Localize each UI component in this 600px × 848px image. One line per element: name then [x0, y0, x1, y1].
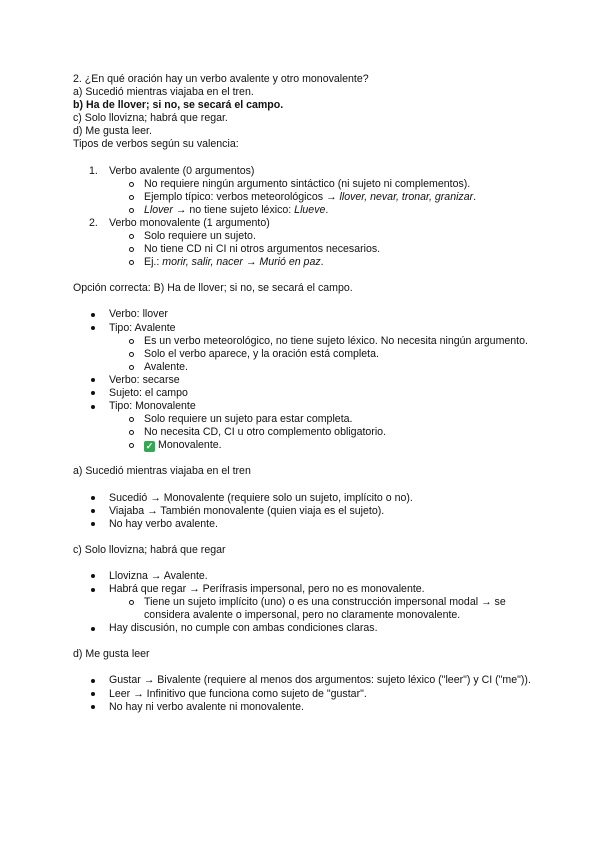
list-item: Sucedió → Monovalente (requiere solo un sujeto, implícito o no). [73, 492, 532, 505]
list-item: Tipo: Avalente Es un verbo meteorológico, no tiene sujeto léxico. No necesita ningún argumento. Solo el verbo aparece, y la oración está completa. Avalente. [73, 322, 532, 374]
type-label: Verbo monovalente (1 argumento) [109, 216, 270, 229]
analysis-a-heading: a) Sucedió mientras viajaba en el tren [73, 465, 251, 478]
answer-intro: Opción correcta: B) Ha de llover; si no, se secará el campo. [73, 282, 353, 295]
types-heading: Tipos de verbos según su valencia: [73, 138, 239, 151]
list-item: No requiere ningún argumento sintáctico (ni sujeto ni complementos). [73, 178, 532, 191]
option-d: d) Me gusta leer. [73, 125, 152, 138]
list-item: Tiene un sujeto implícito (uno) o es una construcción impersonal modal → se considera avalente o impersonal, pero no claramente monovalente. [73, 596, 532, 622]
list-item: Habrá que regar → Perífrasis impersonal, pero no es monovalente. Tiene un sujeto implícito (uno) o es una construcción impersonal modal → se considera avalente o impersonal, pero no claramente monovalente. [73, 583, 532, 622]
type-label: Verbo avalente (0 argumentos) [109, 164, 255, 177]
list-item: Leer → Infinitivo que funciona como sujeto de "gustar". [73, 688, 532, 701]
list-item: Solo requiere un sujeto para estar completa. [73, 413, 532, 426]
analysis-a-list [73, 492, 532, 531]
list-item: No tiene CD ni CI ni otros argumentos necesarios. [73, 243, 532, 256]
list-item: Hay discusión, no cumple con ambas condiciones claras. [73, 622, 532, 635]
list-item: Ej.: morir, salir, nacer → Murió en paz. [73, 256, 532, 269]
list-item: Es un verbo meteorológico, no tiene sujeto léxico. No necesita ningún argumento. [73, 335, 532, 348]
checkmark-icon: ✓ [145, 441, 154, 452]
analysis-d-heading: d) Me gusta leer [73, 648, 150, 661]
list-number: 2. [89, 216, 98, 229]
answer-list [73, 308, 532, 452]
list-item: No necesita CD, CI u otro complemento obligatorio. [73, 426, 532, 439]
list-item: Avalente. [73, 361, 532, 374]
list-number: 1. [89, 164, 98, 177]
list-item: Sujeto: el campo [73, 387, 532, 400]
list-item: Verbo: secarse [73, 374, 532, 387]
option-b: b) Ha de llover; si no, se secará el campo. [73, 99, 284, 112]
analysis-c-heading: c) Solo llovizna; habrá que regar [73, 543, 226, 556]
list-item: Llovizna → Avalente. [73, 570, 532, 583]
list-item: Tipo: Monovalente Solo requiere un sujeto para estar completa. No necesita CD, CI u otro complemento obligatorio. ✓ Monovalente. [73, 400, 532, 452]
list-item: Solo el verbo aparece, y la oración está completa. [73, 348, 532, 361]
list-item: Gustar → Bivalente (requiere al menos dos argumentos: sujeto léxico ("leer") y CI ("me")). [73, 674, 532, 687]
option-a: a) Sucedió mientras viajaba en el tren. [73, 86, 254, 99]
list-item: Llover → no tiene sujeto léxico: Llueve. [73, 204, 532, 217]
option-c: c) Solo llovizna; habrá que regar. [73, 112, 228, 125]
analysis-d-list [73, 674, 532, 713]
analysis-c-list [73, 570, 532, 635]
question-title: 2. ¿En qué oración hay un verbo avalente y otro monovalente? [73, 73, 369, 85]
type-item-avalente [73, 165, 532, 217]
list-item: ✓ Monovalente. [73, 439, 532, 452]
list-item: Verbo: llover [73, 308, 532, 321]
types-list [73, 165, 532, 270]
list-item: Viajaba → También monovalente (quien viaja es el sujeto). [73, 505, 532, 518]
list-item: Solo requiere un sujeto. [73, 230, 532, 243]
list-item: No hay ni verbo avalente ni monovalente. [73, 701, 532, 714]
type-item-monovalente [73, 217, 532, 269]
list-item: Ejemplo típico: verbos meteorológicos → llover, nevar, tronar, granizar. [73, 191, 532, 204]
list-item: No hay verbo avalente. [73, 518, 532, 531]
